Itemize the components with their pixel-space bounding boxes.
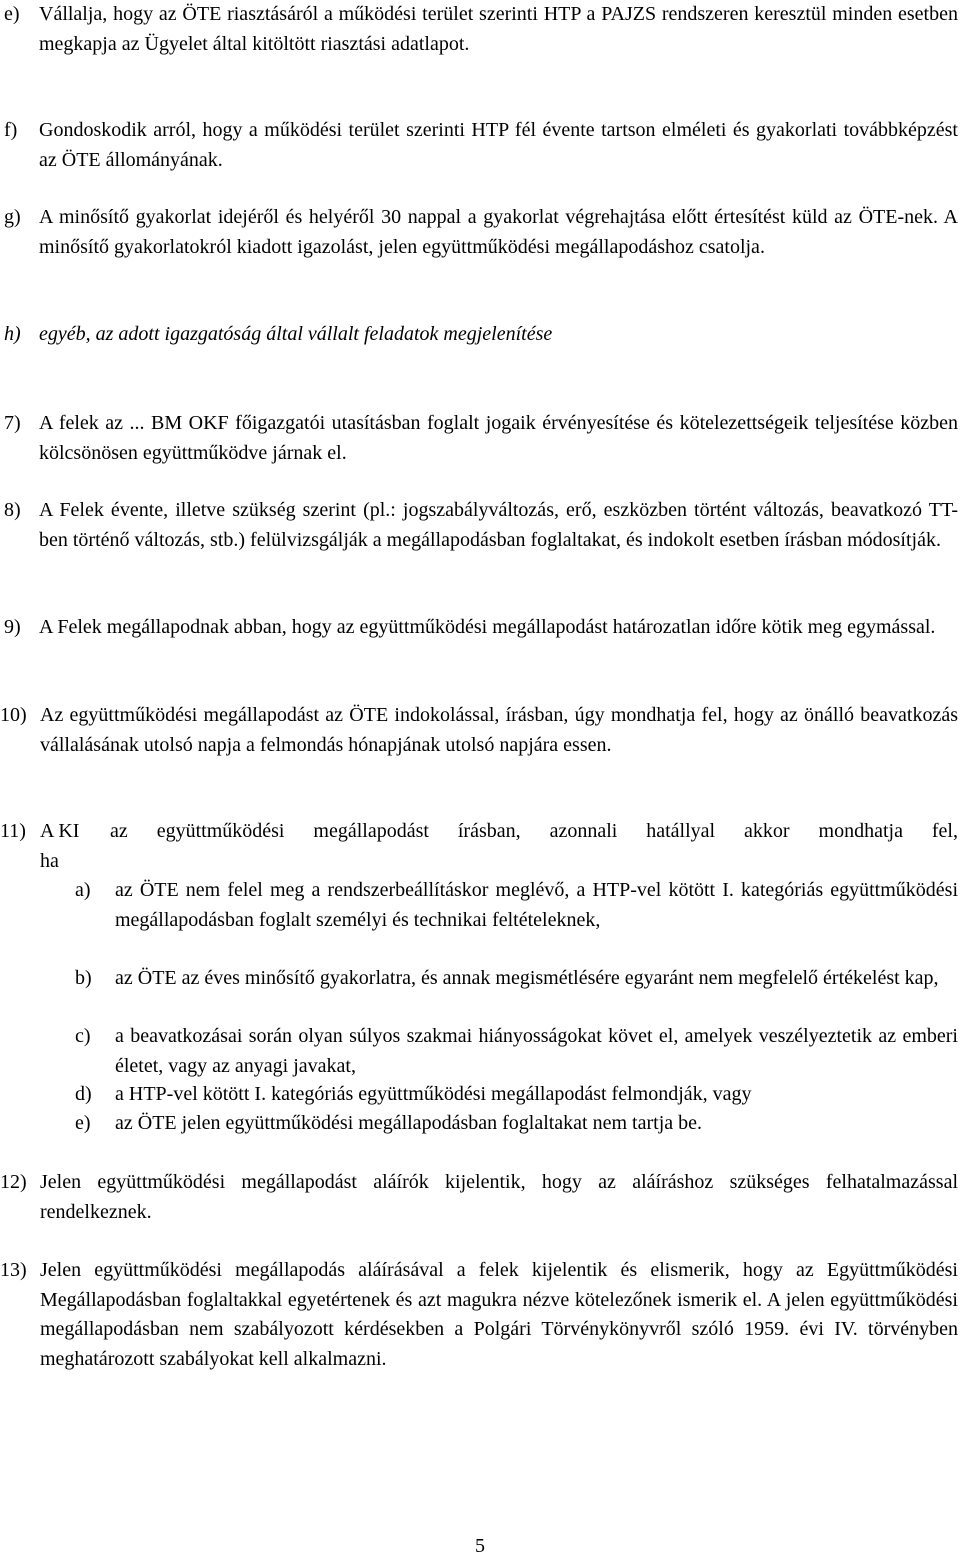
- section-8-text: A Felek évente, illetve szükség szerint (pl.: jogszabályváltozás, erő, eszközben történt változás, beavatkozó TT-ben történő változás, stb.) felülvizsgálják a megállapodásban foglaltakat, és indokolt esetben írásban módosítják.: [39, 499, 958, 551]
- section-11-item-a-marker: a): [75, 879, 91, 901]
- item-e: [0, 0, 958, 59]
- section-11-item-d: [75, 1080, 958, 1110]
- section-13: [0, 1256, 958, 1374]
- section-12-text: Jelen együttműködési megállapodást aláírók kijelentik, hogy az aláíráshoz szükséges felhatalmazással rendelkeznek.: [40, 1171, 958, 1223]
- page-number: 5: [475, 1535, 485, 1557]
- section-8: [0, 496, 958, 555]
- section-9-marker: 9): [4, 616, 21, 638]
- section-12-marker: 12): [0, 1171, 27, 1193]
- item-g: [0, 203, 958, 262]
- section-11-item-b-text: az ÖTE az éves minősítő gyakorlatra, és annak megismétlésére egyaránt nem megfelelő értékelést kap,: [115, 967, 939, 989]
- section-11-item-e: [75, 1109, 958, 1139]
- section-11-item-e-marker: e): [75, 1112, 91, 1134]
- item-h-marker: h): [4, 323, 21, 345]
- section-11-marker: 11): [0, 820, 26, 842]
- item-h-text: egyéb, az adott igazgatóság által vállalt feladatok megjelenítése: [39, 323, 553, 345]
- section-7-marker: 7): [4, 412, 21, 434]
- section-11-lead-text: az együttműködési megállapodást írásban, azonnali hatállyal akkor mondhatja fel,: [110, 820, 958, 842]
- section-12: [0, 1168, 958, 1227]
- section-10: [0, 701, 958, 760]
- item-f-marker: f): [4, 119, 18, 141]
- section-8-marker: 8): [4, 499, 21, 521]
- section-13-text: Jelen együttműködési megállapodás aláírásával a felek kijelentik és elismerik, hogy az Együttműködési Megállapodásban foglaltakkal egyetértenek és azt magukra nézve kötelezőnek ismerik el. A jelen együttműködési megállapodásban nem szabályozott kérdésekben a Polgári Törvénykönyvről szóló 1959. évi IV. törvényben meghatározott szabályokat kell alkalmazni.: [40, 1259, 958, 1370]
- section-9: [0, 613, 958, 643]
- item-f-text: Gondoskodik arról, hogy a működési terület szerinti HTP fél évente tartson elméleti és gyakorlati továbbképzést az ÖTE állományának.: [39, 119, 958, 171]
- item-g-text: A minősítő gyakorlat idejéről és helyéről 30 nappal a gyakorlat végrehajtása előtt értesítést küld az ÖTE-nek. A minősítő gyakorlatokról kiadott igazolást, jelen együttműködési megállapodáshoz csatolja.: [39, 206, 958, 258]
- section-11-item-d-marker: d): [75, 1083, 92, 1105]
- section-10-text: Az együttműködési megállapodást az ÖTE indokolással, írásban, úgy mondhatja fel, hogy az önálló beavatkozás vállalásának utolsó napja a felmondás hónapjának utolsó napjára essen.: [40, 704, 958, 756]
- section-11-item-b-marker: b): [75, 967, 92, 989]
- section-10-marker: 10): [0, 704, 27, 726]
- section-11-condition-word: ha: [40, 849, 59, 872]
- section-11-item-c-text: a beavatkozásai során olyan súlyos szakmai hiányosságokat követ el, amelyek veszélyeztetik az emberi életet, vagy az anyagi javakat,: [115, 1025, 958, 1077]
- section-11-item-b: [75, 964, 958, 994]
- section-11-item-c: [75, 1022, 958, 1081]
- section-11-item-a-text: az ÖTE nem felel meg a rendszerbeállításkor meglévő, a HTP-vel kötött I. kategóriás együttműködési megállapodásban foglalt személyi és technikai feltételeknek,: [115, 879, 958, 931]
- item-h: [0, 320, 958, 350]
- section-13-marker: 13): [0, 1259, 27, 1281]
- section-11-item-d-text: a HTP-vel kötött I. kategóriás együttműködési megállapodást felmondják, vagy: [115, 1083, 752, 1105]
- section-9-text: A Felek megállapodnak abban, hogy az együttműködési megállapodást határozatlan időre kötik meg egymással.: [39, 616, 936, 638]
- section-11-item-a: [75, 876, 958, 935]
- section-7: [0, 409, 958, 468]
- section-7-text: A felek az ... BM OKF főigazgatói utasításban foglalt jogaik érvényesítése és kötelezettségeik teljesítése közben kölcsönösen együttműködve járnak el.: [39, 412, 958, 464]
- item-e-marker: e): [4, 3, 20, 25]
- section-11-item-c-marker: c): [75, 1025, 91, 1047]
- section-11-item-e-text: az ÖTE jelen együttműködési megállapodásban foglaltakat nem tartja be.: [115, 1112, 703, 1134]
- item-e-text: Vállalja, hogy az ÖTE riasztásáról a működési terület szerinti HTP a PAJZS rendszeren keresztül minden esetben megkapja az Ügyelet által kitöltött riasztási adatlapot.: [39, 3, 958, 55]
- item-g-marker: g): [4, 206, 21, 228]
- item-f: [0, 116, 958, 175]
- section-11-subject: A KI: [40, 820, 80, 842]
